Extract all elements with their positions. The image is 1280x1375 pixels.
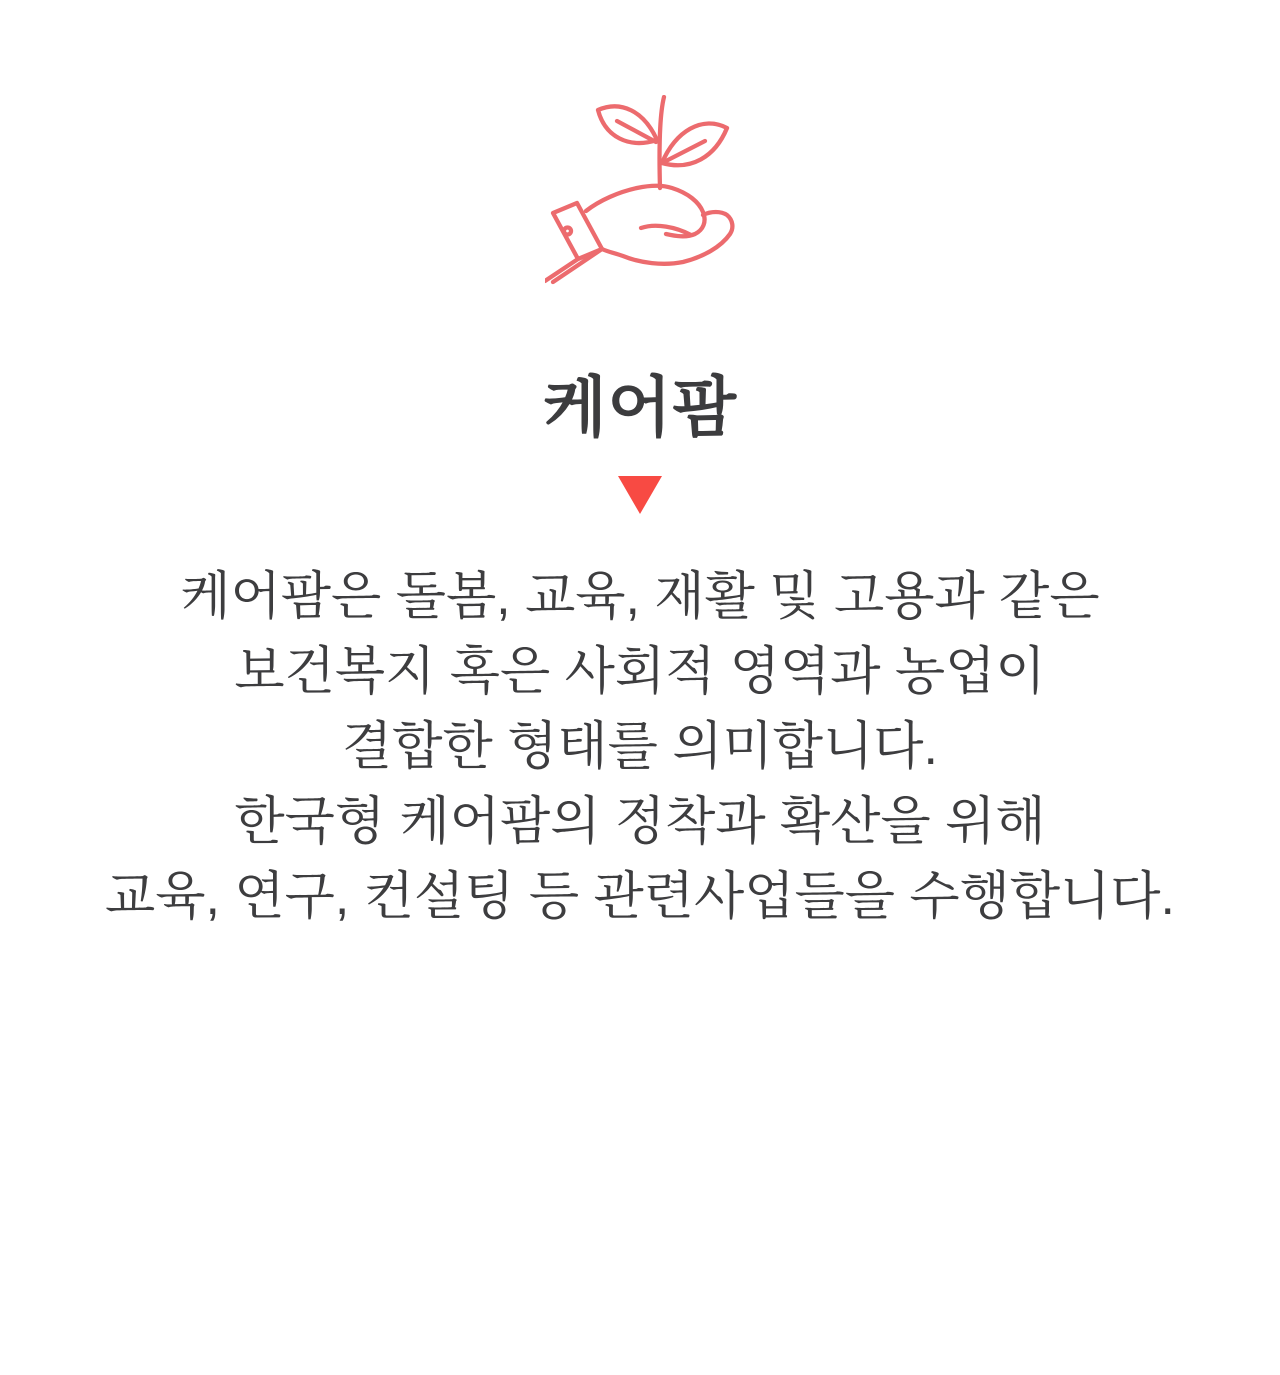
description-line-3: 결합한 형태를 의미합니다. [342,717,938,776]
page-title: 케어팜 [542,370,738,444]
description-line-2: 보건복지 혹은 사회적 영역과 농업이 [234,642,1046,701]
description-line-4: 한국형 케어팜의 정착과 확산을 위해 [234,792,1046,851]
description-line-5: 교육, 연구, 컨설팅 등 관련사업들을 수행합니다. [105,867,1175,926]
sprout-stem [659,97,664,188]
care-farm-intro-section [0,95,1280,1375]
sleeve-cuff [553,203,602,259]
description-paragraph [0,560,1280,935]
cuff-button [564,228,571,235]
hand-holding-sprout-icon [545,95,735,285]
hand-bottom-contour [602,212,732,264]
down-triangle-icon [618,476,662,514]
hand-holding-sprout-svg [545,95,735,285]
description-line-1: 케어팜은 돌봄, 교육, 재활 및 고용과 같은 [180,567,1100,626]
